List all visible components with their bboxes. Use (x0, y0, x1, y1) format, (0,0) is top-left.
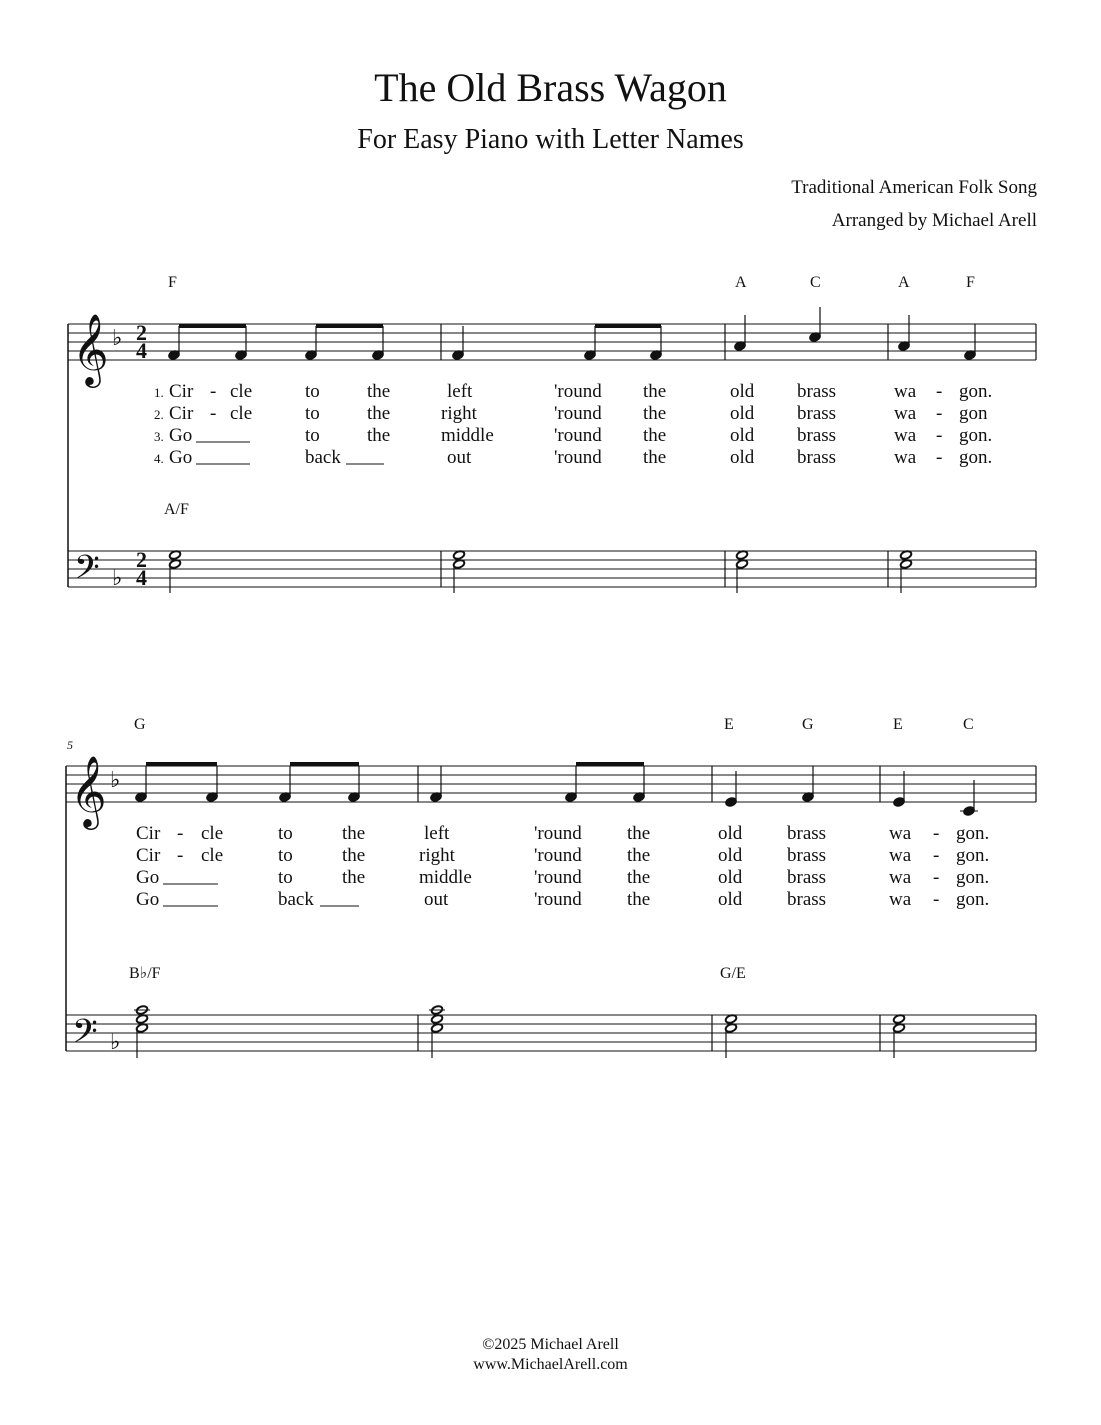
lyric-syllable: Go (169, 425, 193, 446)
lyric-syllable: cle (201, 823, 224, 844)
lyric-syllable: to (305, 425, 320, 446)
lyric-syllable: brass (797, 447, 837, 468)
lyric-syllable: old (718, 889, 743, 910)
lyric-syllable: the (643, 425, 667, 446)
lyric-syllable: wa (894, 403, 917, 424)
lyric-syllable: old (730, 403, 755, 424)
lyric-syllable: Go (169, 447, 193, 468)
treble-clef-icon: 𝄞 (72, 312, 109, 385)
lyric-syllable: old (718, 823, 743, 844)
lyric-syllable: Cir (169, 381, 194, 402)
lyric-syllable: right (441, 403, 477, 424)
time-signature-top: 2 (136, 320, 147, 345)
lyric-syllable: - (936, 425, 943, 446)
lyric-syllable: wa (889, 867, 912, 888)
composer-credit: Traditional American Folk Song (791, 177, 1037, 198)
lyric-syllable: wa (894, 381, 917, 402)
lyric-syllable: left (424, 823, 450, 844)
lyric-syllable: old (718, 845, 743, 866)
note-letter: A (735, 274, 747, 291)
lyric-syllable: gon. (956, 889, 990, 910)
bass-staff (66, 1015, 1036, 1051)
flat-key-signature-icon: ♭ (112, 326, 123, 351)
note-letter: C (810, 274, 821, 291)
lyric-syllable: to (278, 867, 293, 888)
lyric-syllable: old (730, 447, 755, 468)
lyric-syllable: brass (787, 889, 827, 910)
lyric-syllable: 'round (554, 403, 602, 424)
lyric-syllable: to (305, 381, 320, 402)
bass-staff (68, 551, 1036, 587)
bass-clef-icon: 𝄢 (74, 549, 100, 595)
lyric-syllable: brass (787, 867, 827, 888)
lyric-syllable: wa (894, 425, 917, 446)
lyric-syllable: brass (787, 845, 827, 866)
lyric-syllable: out (447, 447, 472, 468)
lyric-syllable: middle (419, 867, 472, 888)
lyric-syllable: the (367, 425, 391, 446)
verse-number: 2. (154, 407, 164, 422)
lyric-syllable: - (177, 845, 184, 866)
lyric-syllable: Cir (136, 823, 161, 844)
bass-chord-label: G/E (720, 965, 746, 982)
lyric-syllable: old (730, 381, 755, 402)
lyric-syllable: gon (959, 403, 988, 424)
bass-chord-label: B♭/F (129, 965, 161, 982)
measure-number: 5 (67, 738, 73, 752)
lyric-syllable: gon. (956, 845, 990, 866)
lyric-syllable: to (278, 823, 293, 844)
lyric-syllable: wa (889, 823, 912, 844)
lyric-syllable: gon. (959, 381, 993, 402)
lyric-syllable: brass (797, 403, 837, 424)
lyric-syllable: middle (441, 425, 494, 446)
treble-notes (167, 307, 976, 361)
lyric-syllable: - (210, 381, 217, 402)
lyric-syllable: left (447, 381, 473, 402)
lyric-syllable: the (643, 447, 667, 468)
note-letter: F (168, 274, 177, 291)
lyric-syllable: cle (201, 845, 224, 866)
lyric-syllable: the (627, 823, 651, 844)
lyric-syllable: brass (797, 425, 837, 446)
lyric-syllable: - (933, 823, 940, 844)
lyric-syllable: brass (787, 823, 827, 844)
lyric-syllable: right (419, 845, 455, 866)
lyric-syllable: the (643, 381, 667, 402)
flat-key-signature-icon: ♭ (112, 566, 123, 591)
lyric-syllable: the (342, 823, 366, 844)
lyric-syllable: out (424, 889, 449, 910)
note-letter: E (893, 716, 903, 733)
verse-number: 3. (154, 429, 164, 444)
lyric-syllable: - (177, 823, 184, 844)
lyric-syllable: the (367, 381, 391, 402)
lyric-syllable: - (933, 867, 940, 888)
lyric-syllable: the (367, 403, 391, 424)
time-signature-top: 2 (136, 547, 147, 572)
lyric-syllable: - (936, 403, 943, 424)
lyric-syllable: Go (136, 867, 160, 888)
lyric-syllable: the (627, 889, 651, 910)
lyric-syllable: - (210, 403, 217, 424)
lyric-syllable: the (643, 403, 667, 424)
copyright-notice: ©2025 Michael Arell (482, 1336, 619, 1353)
lyric-syllable: cle (230, 381, 253, 402)
note-letter: E (724, 716, 734, 733)
lyric-syllable: the (342, 867, 366, 888)
lyric-syllable: 'round (534, 867, 582, 888)
lyric-syllable: 'round (534, 889, 582, 910)
lyric-syllable: to (305, 403, 320, 424)
lyric-syllable: gon. (956, 867, 990, 888)
lyric-syllable: Cir (169, 403, 194, 424)
lyric-syllable: 'round (534, 823, 582, 844)
lyric-syllable: gon. (956, 823, 990, 844)
sheet-subtitle: For Easy Piano with Letter Names (357, 124, 744, 155)
time-signature-bottom: 4 (136, 565, 147, 590)
lyrics-system-1 (154, 381, 992, 468)
lyric-syllable: the (627, 845, 651, 866)
lyric-syllable: wa (889, 889, 912, 910)
lyric-syllable: back (278, 889, 314, 910)
note-letter: G (134, 716, 146, 733)
lyrics-system-2 (136, 823, 989, 910)
note-letter: F (966, 274, 975, 291)
flat-key-signature-icon: ♭ (110, 1030, 121, 1055)
arranger-credit: Arranged by Michael Arell (831, 210, 1037, 231)
lyric-syllable: - (936, 447, 943, 468)
website-link[interactable]: www.MichaelArell.com (473, 1356, 628, 1373)
lyric-syllable: the (627, 867, 651, 888)
lyric-syllable: brass (797, 381, 837, 402)
lyric-syllable: back (305, 447, 341, 468)
treble-staff (68, 324, 1036, 360)
verse-number: 1. (154, 385, 164, 400)
lyric-syllable: the (342, 845, 366, 866)
lyric-syllable: 'round (554, 425, 602, 446)
treble-notes (134, 762, 978, 817)
sheet-title: The Old Brass Wagon (374, 65, 727, 110)
system-1 (68, 274, 1036, 595)
lyric-syllable: old (730, 425, 755, 446)
system-2 (66, 716, 1036, 1059)
lyric-syllable: Cir (136, 845, 161, 866)
lyric-syllable: wa (889, 845, 912, 866)
lyric-syllable: 'round (554, 447, 602, 468)
time-signature-bottom: 4 (136, 338, 147, 363)
bass-notes (134, 1005, 905, 1058)
lyric-syllable: gon. (959, 447, 993, 468)
lyric-syllable: wa (894, 447, 917, 468)
lyric-syllable: Go (136, 889, 160, 910)
note-letter: G (802, 716, 814, 733)
bass-clef-icon: 𝄢 (72, 1013, 98, 1059)
lyric-syllable: - (936, 381, 943, 402)
verse-number: 4. (154, 451, 164, 466)
flat-key-signature-icon: ♭ (110, 768, 121, 793)
lyric-syllable: - (933, 889, 940, 910)
treble-clef-icon: 𝄞 (70, 754, 107, 827)
lyric-syllable: gon. (959, 425, 993, 446)
note-letter: C (963, 716, 974, 733)
lyric-syllable: - (933, 845, 940, 866)
bass-chord-label: A/F (164, 501, 189, 518)
note-letter: A (898, 274, 910, 291)
lyric-syllable: old (718, 867, 743, 888)
lyric-syllable: 'round (534, 845, 582, 866)
lyric-syllable: cle (230, 403, 253, 424)
lyric-syllable: to (278, 845, 293, 866)
lyric-syllable: 'round (554, 381, 602, 402)
